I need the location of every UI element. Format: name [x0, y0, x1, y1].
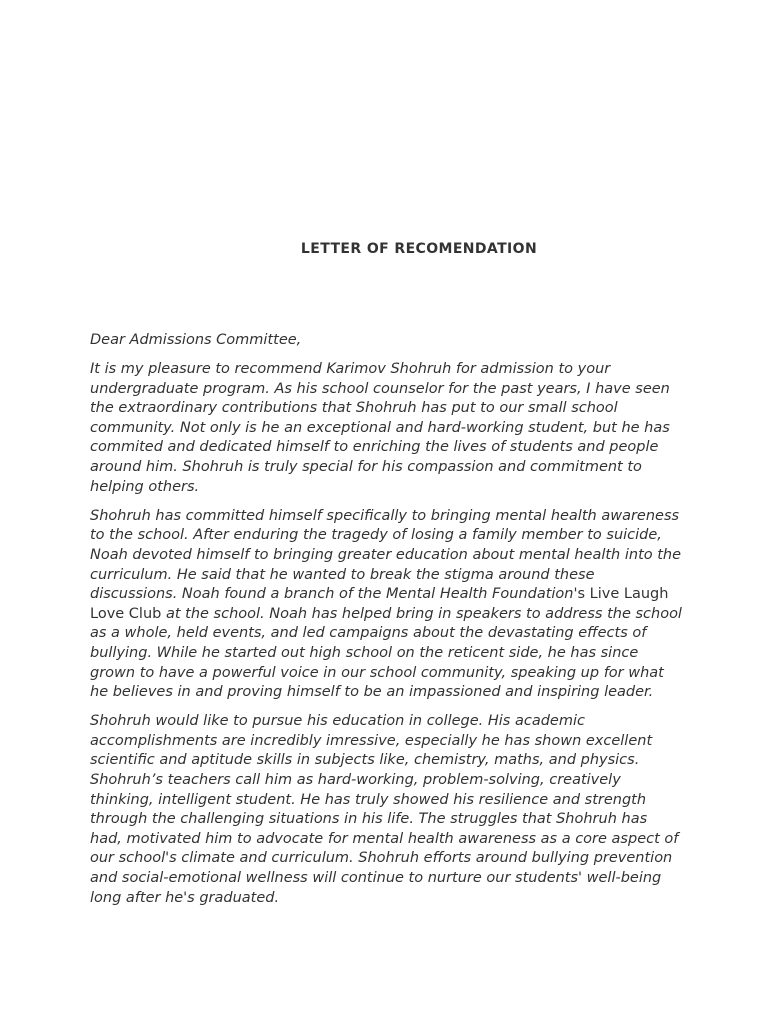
paragraph-1: It is my pleasure to recommend Karimov Shohruh for admission to your undergraduate program. As his school counselor for the past years, I have seen the extraordinary contributions that Shohruh has put to our small school community. Not only is he an exceptional and hard-working student, but he has commited and dedicated himself to enriching the lives of students and people around him. Shohruh is truly special for his compassion and commitment to helping others.	[90, 361, 670, 495]
letter-body	[90, 331, 682, 918]
club-name: 's Live Laugh Love Club	[90, 586, 669, 622]
salutation: Dear Admissions Committee,	[90, 332, 302, 348]
paragraph-2-part-3: at the school. Noah has helped bring in speakers to address the school as a whole, held events, and led campaigns about the devastating effects of bullying. While he started out high school on the reticent side, he has since grown to have a powerful voice in our school community, speaking up for what he believes in and proving himself to be an impassioned and inspiring leader.	[90, 605, 682, 701]
letter-title: LETTER OF RECOMENDATION	[300, 241, 538, 257]
paragraph-2	[90, 507, 682, 703]
paragraph-3: Shohruh would like to pursue his education in college. His academic accomplishments are incredibly imressive, especially he has shown excellent scientific and aptitude skills in subjects like, chemistry, maths, and physics. Shohruh’s teachers call him as hard-working, problem-solving, creatively thinking, intelligent student. He has truly showed his resilience and strength through the challenging situations in his life. The struggles that Shohruh has had, motivated him to advocate for mental health awareness as a core aspect of our school's climate and curriculum. Shohruh efforts around bullying prevention and social-emotional wellness will continue to nurture our students' well-being long after he's graduated.	[90, 713, 679, 906]
paragraph-2-part-1: Shohruh has committed himself specifically to bringing mental health awareness to the school. After enduring the tragedy of losing a family member to suicide, Noah devoted himself to bringing greater education about mental health into the curriculum. He said that he wanted to break the stigma around these discussions. Noah found a branch of the Mental Health Foundation	[90, 507, 682, 603]
